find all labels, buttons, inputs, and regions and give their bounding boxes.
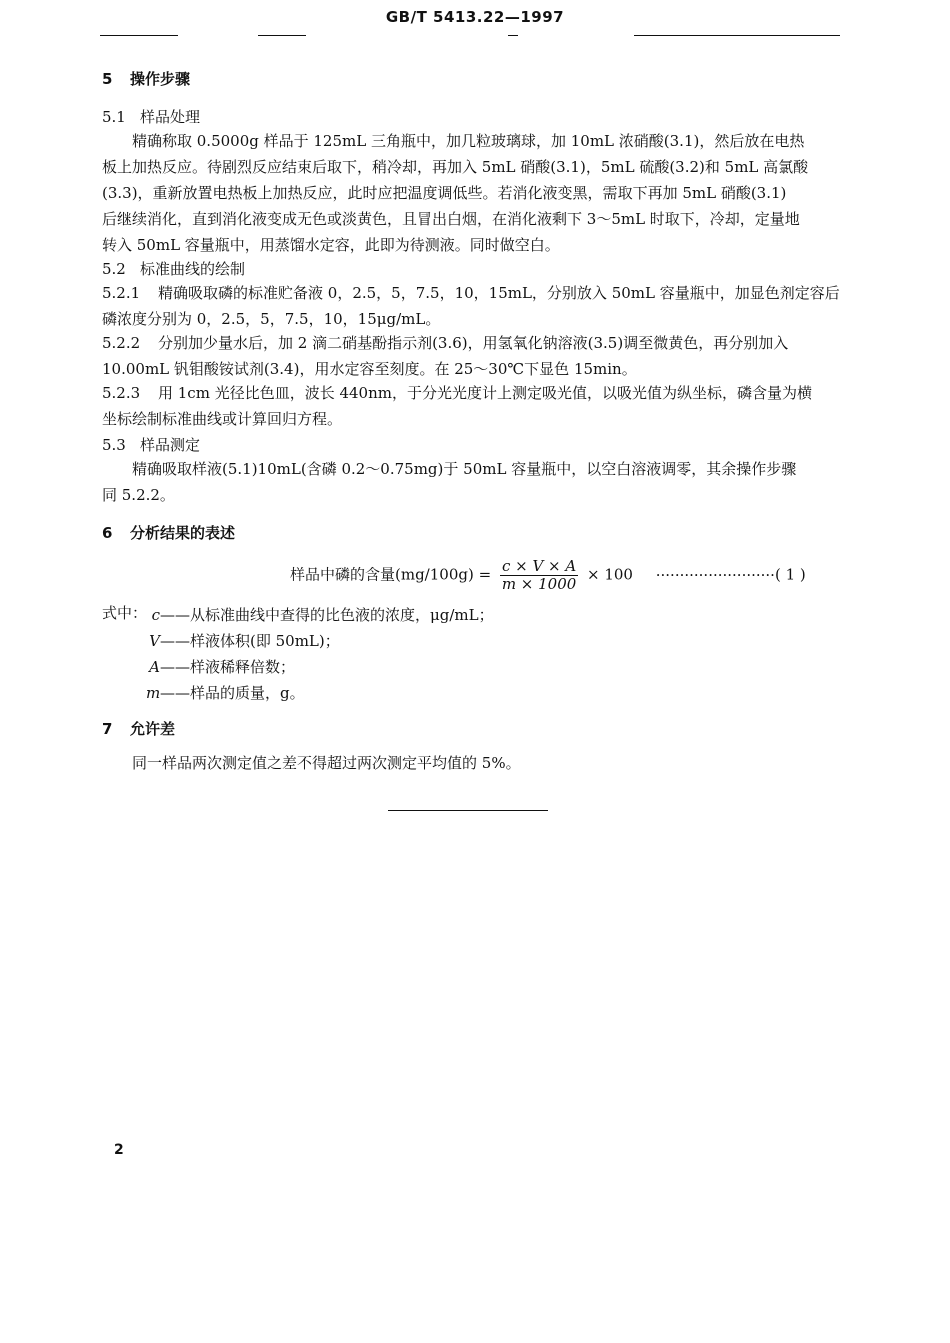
where-label: 式中： bbox=[102, 604, 148, 622]
formula-1 bbox=[290, 558, 840, 593]
section-5-2-heading: 5.2 标准曲线的绘制 bbox=[102, 260, 246, 278]
section-7-body: 同一样品两次测定值之差不得超过两次测定平均值的 5%。 bbox=[132, 754, 521, 772]
text-line: 后继续消化，直到消化液变成无色或淡黄色，且冒出白烟，在消化液剩下 3～5mL 时取下，冷却，定量地 bbox=[102, 210, 800, 228]
formula-leader: ························· bbox=[655, 565, 775, 584]
page-number: 2 bbox=[114, 1142, 124, 1158]
section-5-1-heading: 5.1 样品处理 bbox=[102, 108, 201, 126]
section-5-3-heading: 5.3 样品测定 bbox=[102, 436, 201, 454]
text-line: 同 5.2.2。 bbox=[102, 486, 175, 504]
section-5-3-body bbox=[102, 456, 842, 508]
text-line: 5.2.1 精确吸取磷的标准贮备液 0，2.5，5，7.5，10，15mL，分别放入 50mL 容量瓶中，加显色剂定容后 bbox=[102, 284, 840, 302]
header-rule-1 bbox=[100, 35, 178, 36]
formula-lhs: 样品中磷的含量(mg/100g) = bbox=[290, 565, 492, 584]
definition-item: m——样品的质量，g。 bbox=[146, 684, 305, 702]
header-rule-2 bbox=[258, 35, 306, 36]
document-header-code: GB/T 5413.22—1997 bbox=[385, 8, 565, 26]
formula-denominator: m × 1000 bbox=[501, 575, 577, 593]
text-line: 转入 50mL 容量瓶中，用蒸馏水定容，此即为待测液。同时做空白。 bbox=[102, 236, 560, 254]
text-line: 磷浓度分别为 0，2.5，5，7.5，10，15μg/mL。 bbox=[102, 310, 441, 328]
formula-tail: × 100 bbox=[587, 565, 633, 584]
header-rule-3 bbox=[508, 35, 518, 36]
section-5-2-1-body bbox=[102, 280, 842, 332]
section-6-heading: 6 分析结果的表述 bbox=[102, 524, 236, 542]
text-line: 板上加热反应。待剧烈反应结束后取下，稍冷却，再加入 5mL 硝酸(3.1)，5mL 硫酸(3.2)和 5mL 高氯酸 bbox=[102, 158, 809, 176]
text-line: 10.00mL 钒钼酸铵试剂(3.4)，用水定容至刻度。在 25～30℃下显色 15min。 bbox=[102, 360, 637, 378]
text-line: (3.3)，重新放置电热板上加热反应，此时应把温度调低些。若消化液变黑，需取下再加 5mL 硝酸(3.1) bbox=[102, 184, 787, 202]
header-rule-4 bbox=[634, 35, 840, 36]
section-5-1-body bbox=[102, 128, 842, 258]
text-line: 5.2.3 用 1cm 光径比色皿，波长 440nm，于分光光度计上测定吸光值，以吸光值为纵坐标，磷含量为横 bbox=[102, 384, 812, 402]
section-5-heading: 5 操作步骤 bbox=[102, 70, 191, 88]
end-rule bbox=[388, 810, 548, 811]
formula-eqno: ( 1 ) bbox=[774, 565, 806, 584]
section-5-2-3-body bbox=[102, 380, 842, 432]
text-line: 坐标绘制标准曲线或计算回归方程。 bbox=[102, 410, 343, 428]
formula-numerator: c × V × A bbox=[501, 557, 577, 575]
section-7-heading: 7 允许差 bbox=[102, 720, 176, 738]
text-line: 精确吸取样液(5.1)10mL(含磷 0.2～0.75mg)于 50mL 容量瓶中，以空白溶液调零，其余操作步骤 bbox=[132, 460, 797, 478]
definition-item: c——从标准曲线中查得的比色液的浓度，μg/mL； bbox=[151, 606, 494, 624]
section-5-2-2-body bbox=[102, 330, 842, 382]
definition-item: A——样液稀释倍数； bbox=[149, 658, 296, 676]
text-line: 5.2.2 分别加少量水后，加 2 滴二硝基酚指示剂(3.6)，用氢氧化钠溶液(3.5)调至微黄色，再分别加入 bbox=[102, 334, 789, 352]
variable-definitions bbox=[146, 602, 494, 706]
text-line: 精确称取 0.5000g 样品于 125mL 三角瓶中，加几粒玻璃球，加 10mL 浓硝酸(3.1)，然后放在电热 bbox=[132, 132, 805, 150]
formula-fraction bbox=[500, 558, 578, 593]
definition-item: V——样液体积(即 50mL)； bbox=[149, 632, 340, 650]
